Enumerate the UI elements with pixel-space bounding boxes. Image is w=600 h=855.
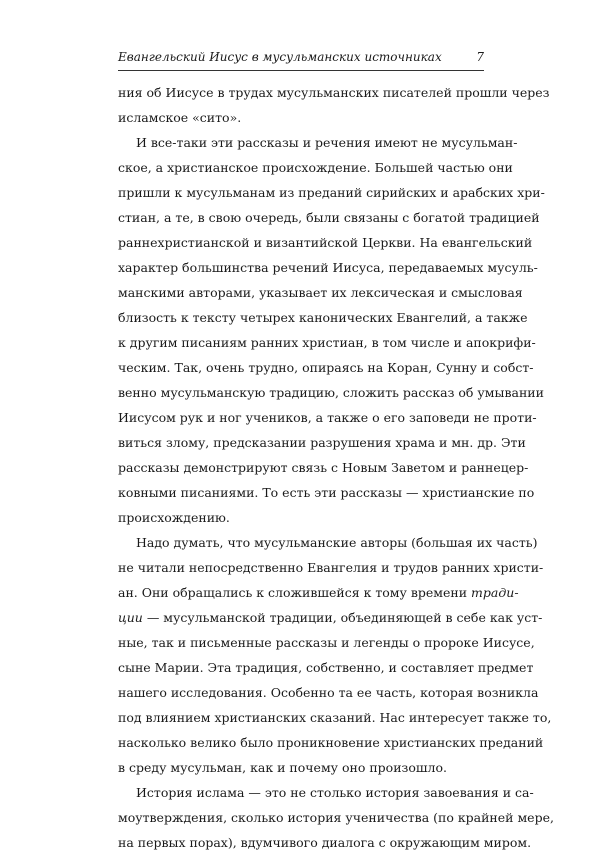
text-line: не читали непосредственно Евангелия и трудов ранних христи- <box>118 560 544 575</box>
text-line: насколько велико было проникновение христианских преданий <box>118 735 544 750</box>
text-line: на первых порах), вдумчивого диалога с окружающим миром. <box>118 835 532 850</box>
text-line: пришли к мусульманам из преданий сирийских и арабских хри- <box>118 185 545 200</box>
text-line: виться злому, предсказании разрушения храма и мн. др. Эти <box>118 435 526 450</box>
header-rule <box>118 70 484 71</box>
running-header-title: Евангельский Иисус в мусульманских источниках <box>118 50 442 64</box>
text-line: рассказы демонстрируют связь с Новым Заветом и раннецер- <box>118 460 529 475</box>
emphasis: ции <box>118 610 143 625</box>
text-line: ческим. Так, очень трудно, опираясь на Коран, Сунну и собст- <box>118 360 534 375</box>
text-line: близость к тексту четырех канонических Евангелий, а также <box>118 310 528 325</box>
text-line: характер большинства речений Иисуса, передаваемых мусуль- <box>118 260 538 275</box>
paragraph <box>118 80 550 130</box>
page-number: 7 <box>476 50 484 64</box>
body-text <box>118 80 554 855</box>
text-line <box>118 580 519 605</box>
text-line: в среду мусульман, как и почему оно произошло. <box>118 760 447 775</box>
text-line: исламское «сито». <box>118 110 242 125</box>
text-line: ные, так и письменные рассказы и легенды о пророке Иисусе, <box>118 635 535 650</box>
text-line: под влиянием христианских сказаний. Нас интересует также то, <box>118 710 552 725</box>
text-line: И все-таки эти рассказы и речения имеют не мусульман- <box>136 135 518 150</box>
text-line: моутверждения, сколько история ученичества (по крайней мере, <box>118 810 554 825</box>
text-line: к другим писаниям ранних христиан, в том числе и апокрифи- <box>118 335 536 350</box>
text-line-part: — мусульманской традиции, объединяющей в себе как уст- <box>146 610 543 625</box>
text-line: ковными писаниями. То есть эти рассказы — христианские по <box>118 485 535 500</box>
text-line: венно мусульманскую традицию, сложить рассказ об умывании <box>118 385 544 400</box>
text-line: нашего исследования. Особенно та ее часть, которая возникла <box>118 685 539 700</box>
running-header <box>118 47 484 67</box>
text-line: ское, а христианское происхождение. Большей частью они <box>118 160 513 175</box>
text-line-part: ан. Они обращались к сложившейся к тому времени <box>118 585 472 600</box>
paragraph <box>118 530 552 780</box>
paragraph <box>118 780 554 855</box>
emphasis: тради- <box>471 585 519 600</box>
text-line: манскими авторами, указывает их лексическая и смысловая <box>118 285 523 300</box>
text-line: происхождению. <box>118 510 230 525</box>
text-line: Иисусом рук и ног учеников, а также о его заповеди не проти- <box>118 410 537 425</box>
text-line: стиан, а те, в свою очередь, были связаны с богатой традицией <box>118 210 540 225</box>
text-line: сыне Марии. Эта традиция, собственно, и составляет предмет <box>118 660 534 675</box>
text-line <box>118 605 543 630</box>
text-line: Надо думать, что мусульманские авторы (большая их часть) <box>136 535 538 550</box>
text-line: ния об Иисусе в трудах мусульманских писателей прошли через <box>118 85 550 100</box>
paragraph <box>118 130 545 530</box>
text-line: История ислама — это не столько история завоевания и са- <box>136 785 534 800</box>
text-line: раннехристианской и византийской Церкви. На евангельский <box>118 235 533 250</box>
